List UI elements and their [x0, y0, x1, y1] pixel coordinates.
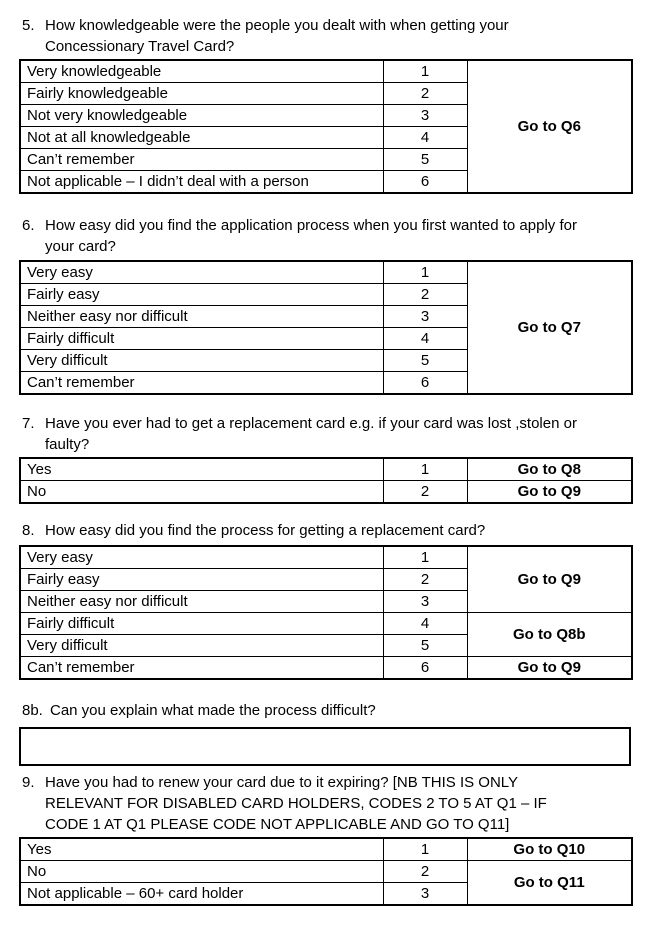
option-code: 3	[383, 105, 467, 127]
option-code: 5	[383, 350, 467, 372]
option-code: 2	[383, 83, 467, 105]
question-line-text: Have you ever had to get a replacement card e.g. if your card was lost ,stolen or	[45, 415, 577, 432]
option-code: 3	[383, 591, 467, 613]
option-row	[20, 458, 632, 481]
option-label: Neither easy nor difficult	[20, 306, 383, 328]
option-code: 5	[383, 149, 467, 171]
question-line	[22, 700, 650, 721]
question-line	[22, 520, 650, 541]
goto-instruction: Go to Q8	[467, 458, 632, 481]
question-7-options-table	[19, 457, 633, 504]
question-line	[22, 793, 650, 814]
goto-instruction: Go to Q9	[467, 657, 632, 680]
question-line	[22, 413, 650, 434]
option-code: 5	[383, 635, 467, 657]
option-label: Very difficult	[20, 350, 383, 372]
question-line	[22, 772, 650, 793]
question-5-text	[22, 15, 650, 57]
option-row	[20, 861, 632, 883]
option-code: 2	[383, 569, 467, 591]
question-9-options-table	[19, 837, 633, 906]
question-5	[0, 15, 650, 194]
option-row	[20, 546, 632, 569]
question-5-number: 5.	[22, 17, 35, 34]
question-8b-number: 8b.	[22, 702, 43, 719]
question-line	[22, 236, 650, 257]
question-line-text: faulty?	[45, 436, 90, 453]
option-label: Not applicable – 60+ card holder	[20, 883, 383, 906]
goto-instruction: Go to Q7	[467, 261, 632, 394]
question-line-text: Can you explain what made the process difficult?	[50, 702, 376, 719]
option-code: 2	[383, 481, 467, 504]
option-row	[20, 838, 632, 861]
option-code: 1	[383, 261, 467, 284]
option-code: 1	[383, 838, 467, 861]
option-row	[20, 261, 632, 284]
option-label: Fairly difficult	[20, 328, 383, 350]
question-8	[0, 520, 650, 680]
option-code: 4	[383, 127, 467, 149]
option-label: Very difficult	[20, 635, 383, 657]
option-label: No	[20, 861, 383, 883]
question-7-text	[22, 413, 650, 455]
option-label: No	[20, 481, 383, 504]
question-8-number: 8.	[22, 522, 35, 539]
option-label: Very easy	[20, 546, 383, 569]
question-8-text	[22, 520, 650, 541]
question-line	[22, 434, 650, 455]
option-code: 3	[383, 883, 467, 906]
option-code: 2	[383, 861, 467, 883]
goto-instruction: Go to Q9	[467, 546, 632, 613]
q8b-answer-box[interactable]	[19, 727, 631, 766]
question-8b-text	[22, 700, 650, 721]
question-6-text	[22, 215, 650, 257]
question-9-number: 9.	[22, 774, 35, 791]
option-code: 2	[383, 284, 467, 306]
goto-instruction: Go to Q10	[467, 838, 632, 861]
option-code: 4	[383, 328, 467, 350]
option-row	[20, 657, 632, 680]
question-6-number: 6.	[22, 217, 35, 234]
question-5-options-table	[19, 59, 633, 194]
option-code: 6	[383, 657, 467, 680]
question-line	[22, 36, 650, 57]
question-line-text: Concessionary Travel Card?	[45, 38, 235, 55]
option-code: 1	[383, 546, 467, 569]
option-label: Very easy	[20, 261, 383, 284]
question-9	[0, 772, 650, 906]
option-label: Very knowledgeable	[20, 60, 383, 83]
option-label: Can’t remember	[20, 657, 383, 680]
option-label: Yes	[20, 838, 383, 861]
question-9-text	[22, 772, 650, 835]
option-code: 4	[383, 613, 467, 635]
question-8b	[0, 700, 650, 766]
option-label: Can’t remember	[20, 149, 383, 171]
option-label: Neither easy nor difficult	[20, 591, 383, 613]
question-line-text: Have you had to renew your card due to it expiring? [NB THIS IS ONLY	[45, 774, 519, 791]
option-label: Fairly difficult	[20, 613, 383, 635]
question-6-options-table	[19, 260, 633, 395]
question-7-number: 7.	[22, 415, 35, 432]
option-row	[20, 613, 632, 635]
question-line-text: How knowledgeable were the people you dealt with when getting your	[45, 17, 509, 34]
option-label: Fairly easy	[20, 569, 383, 591]
option-code: 3	[383, 306, 467, 328]
goto-instruction: Go to Q11	[467, 861, 632, 906]
question-line-text: RELEVANT FOR DISABLED CARD HOLDERS, CODES 2 TO 5 AT Q1 – IF	[45, 795, 547, 812]
question-8-options-table	[19, 545, 633, 680]
goto-instruction: Go to Q9	[467, 481, 632, 504]
option-code: 1	[383, 458, 467, 481]
question-list	[0, 15, 650, 906]
option-label: Not at all knowledgeable	[20, 127, 383, 149]
option-label: Fairly easy	[20, 284, 383, 306]
option-code: 6	[383, 372, 467, 395]
option-row	[20, 481, 632, 504]
goto-instruction: Go to Q6	[467, 60, 632, 193]
question-line-text: How easy did you find the application process when you first wanted to apply for	[45, 217, 577, 234]
option-label: Fairly knowledgeable	[20, 83, 383, 105]
question-line	[22, 15, 650, 36]
option-label: Not applicable – I didn’t deal with a person	[20, 171, 383, 194]
question-line	[22, 215, 650, 236]
option-code: 6	[383, 171, 467, 194]
question-line	[22, 814, 650, 835]
question-line-text: your card?	[45, 238, 116, 255]
option-code: 1	[383, 60, 467, 83]
option-label: Yes	[20, 458, 383, 481]
option-label: Not very knowledgeable	[20, 105, 383, 127]
question-line-text: How easy did you find the process for getting a replacement card?	[45, 522, 486, 539]
question-7	[0, 413, 650, 504]
option-label: Can’t remember	[20, 372, 383, 395]
option-row	[20, 60, 632, 83]
goto-instruction: Go to Q8b	[467, 613, 632, 657]
question-line-text: CODE 1 AT Q1 PLEASE CODE NOT APPLICABLE AND GO TO Q11]	[45, 816, 510, 833]
question-6	[0, 215, 650, 395]
